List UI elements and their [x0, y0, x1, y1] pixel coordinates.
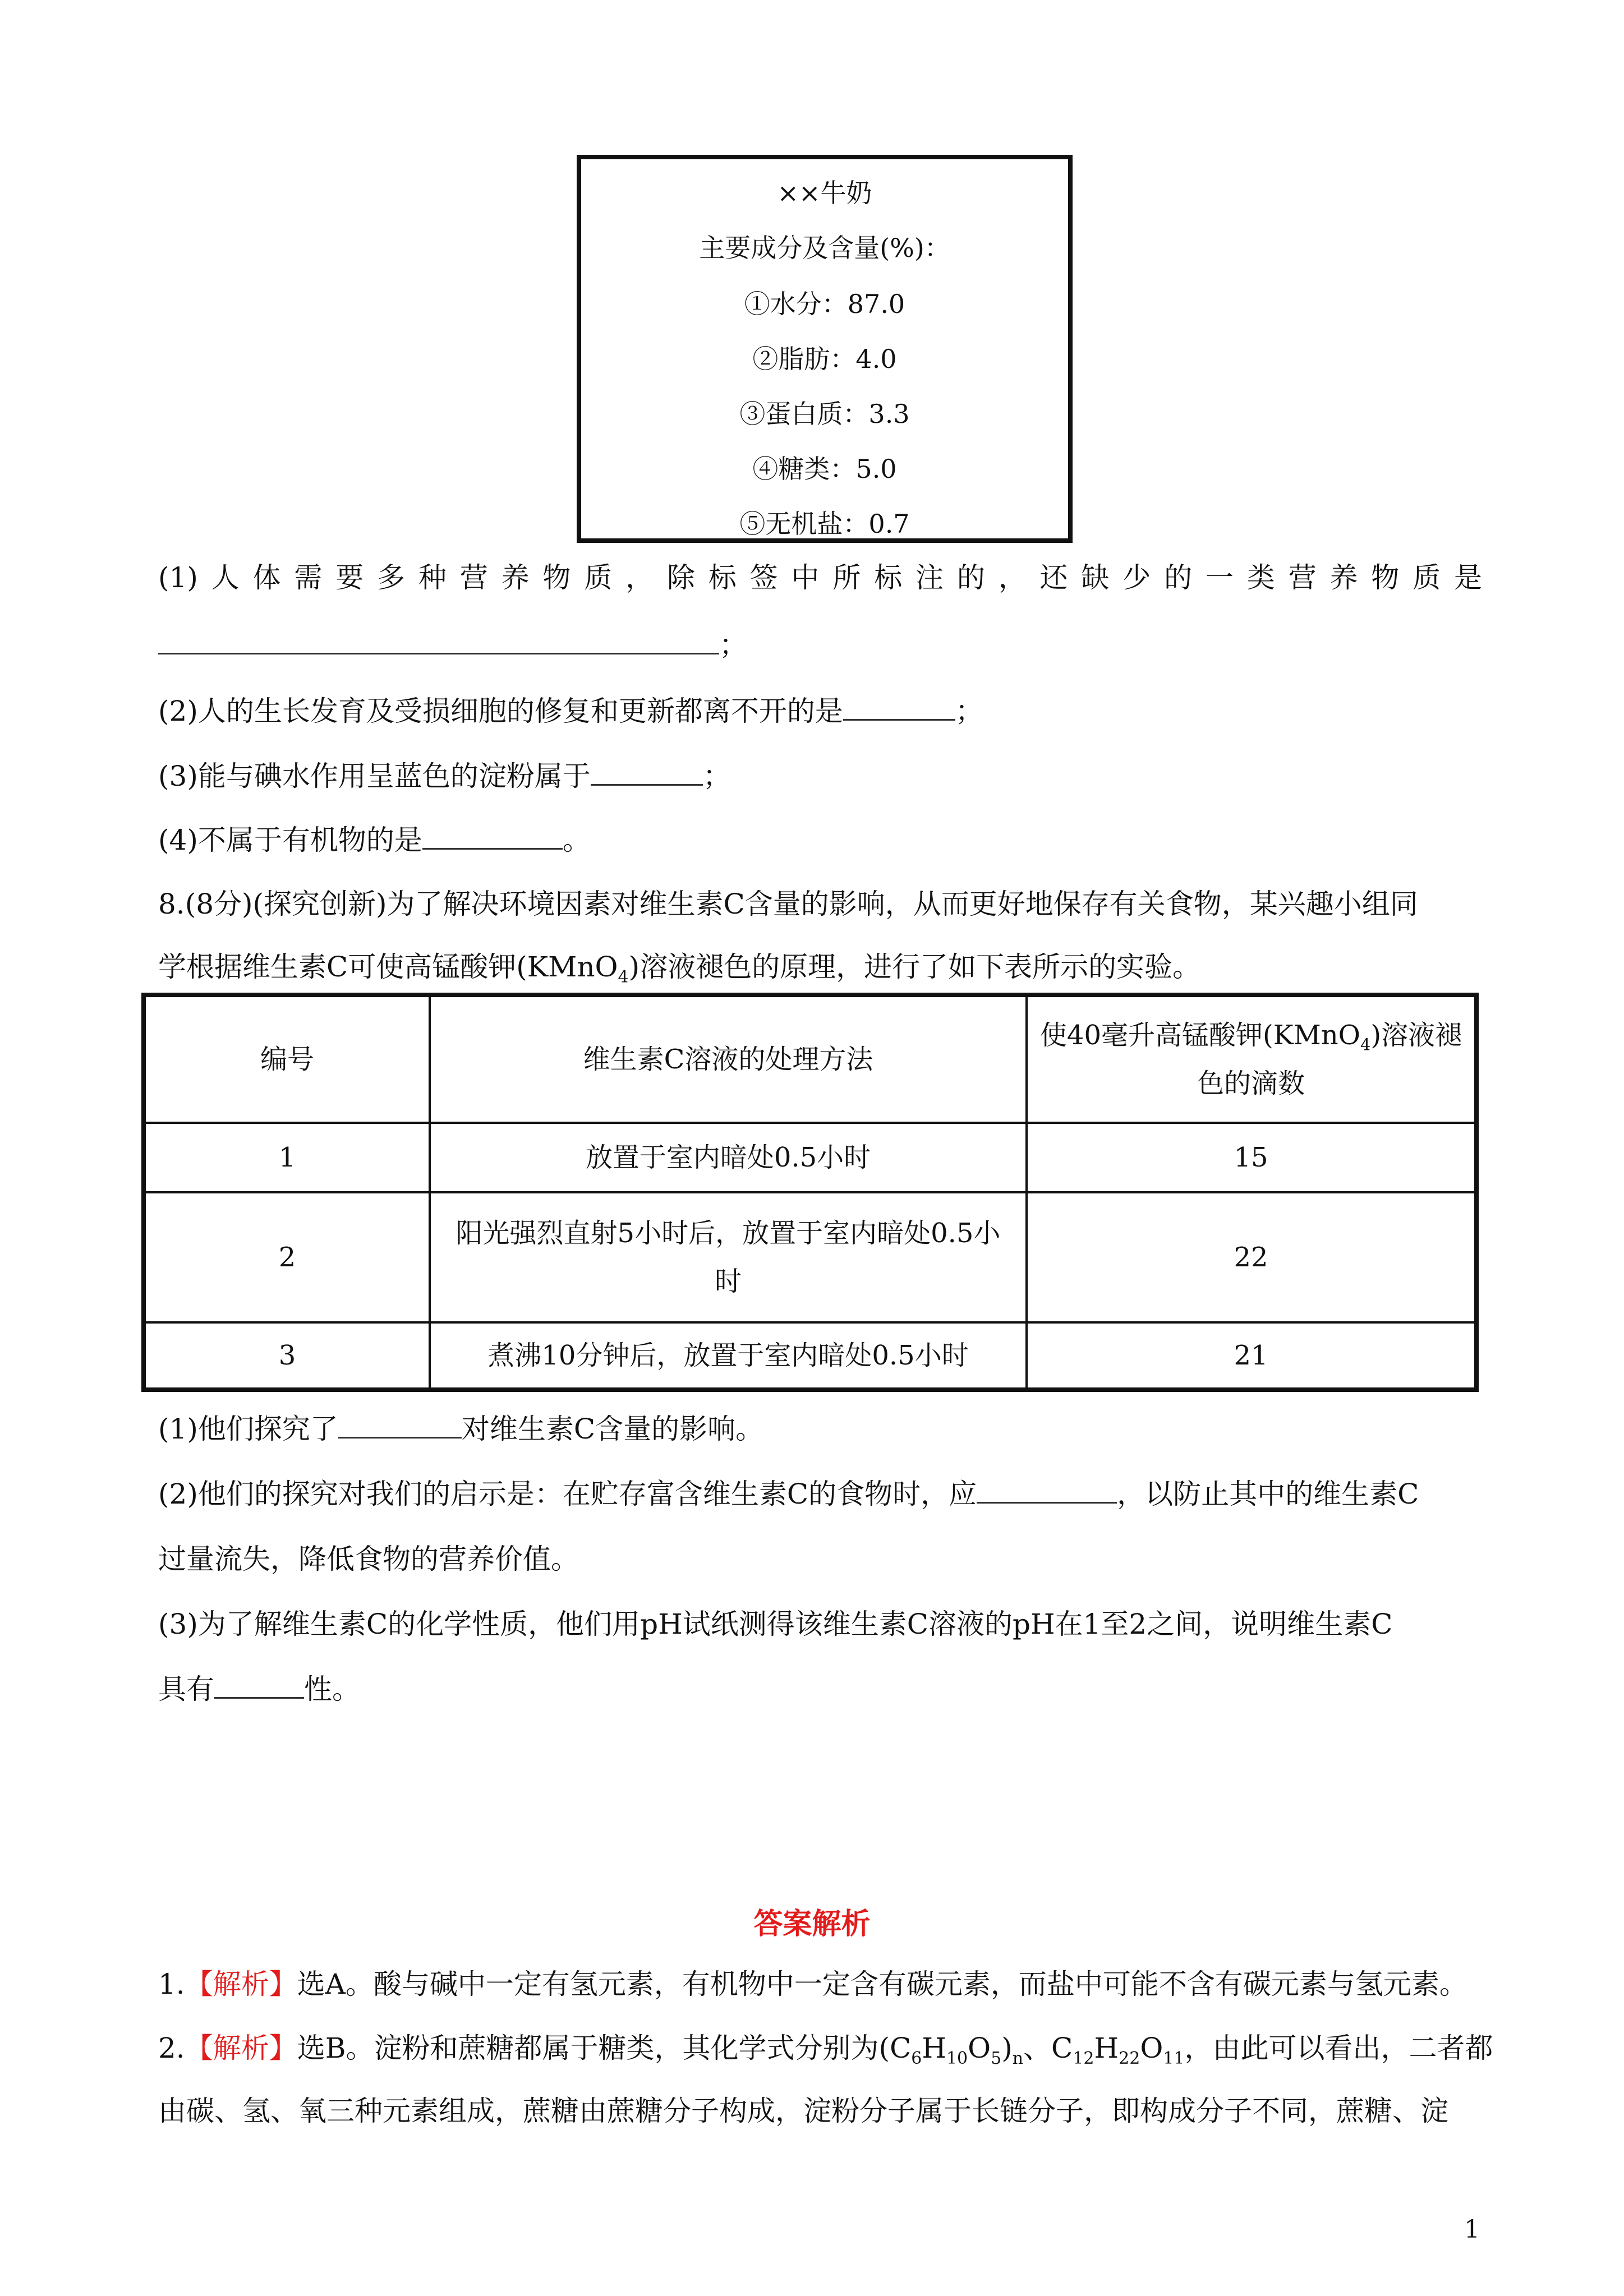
milk-label-item: ③蛋白质：3.3: [739, 399, 910, 429]
answer-blank[interactable]: [977, 1474, 1117, 1504]
question-text: (2)他们的探究对我们的启示是：在贮存富含维生素C的食物时，应: [158, 1478, 977, 1510]
milk-label-item: ①水分：87.0: [744, 289, 905, 319]
answer-2-cont: 由碳、氢、氧三种元素组成，蔗糖由蔗糖分子构成，淀粉分子属于长链分子，即构成分子不同，蔗糖、淀: [158, 2095, 1448, 2127]
milk-label-item: ④糖类：5.0: [752, 454, 897, 484]
cell-method: 阳光强烈直射5小时后，放置于室内暗处0.5小时: [430, 1192, 1027, 1322]
subscript: 4: [618, 967, 629, 987]
text: 学根据维生素C可使高锰酸钾(KMnO: [158, 951, 618, 983]
text: )溶液褪色的原理，进行了如下表所示的实验。: [628, 951, 1201, 983]
text: O: [1140, 2032, 1163, 2064]
table-row: [144, 1322, 1476, 1390]
header-cell-method: 维生素C溶液的处理方法: [430, 995, 1027, 1123]
milk-label-box: [577, 155, 1073, 543]
subscript: 6: [911, 2049, 922, 2068]
text: ): [1001, 2032, 1013, 2064]
milk-label-subtitle: 主要成分及含量(%)：: [699, 233, 950, 263]
cell-id: 1: [144, 1123, 430, 1192]
cell-id: 2: [144, 1192, 430, 1322]
q7-part2: [158, 689, 983, 729]
subscript: 4: [1360, 1035, 1371, 1054]
question-text: 具有: [158, 1673, 214, 1705]
subscript: 10: [946, 2049, 968, 2068]
answer-blank[interactable]: [338, 1409, 462, 1439]
q8-part1: [158, 1407, 763, 1447]
question-text: 对维生素C含量的影响。: [461, 1413, 764, 1445]
table-header-row: [144, 995, 1476, 1123]
analysis-tag: 【解析】: [185, 2032, 297, 2064]
q7-part1: (1)人体需要多种营养物质，除标签中所标注的，还缺少的一类营养物质是: [158, 561, 1482, 594]
question-text: (1)他们探究了: [158, 1413, 338, 1445]
answer-text: ，由此可以看出，二者都: [1184, 2032, 1493, 2064]
milk-label-title: ××牛奶: [777, 178, 872, 208]
q8-part2: [158, 1472, 1419, 1512]
answer-blank[interactable]: [843, 691, 955, 721]
punctuation: 。: [562, 824, 591, 856]
answer-number: 1.: [158, 1968, 185, 2000]
text: )溶液褪色的滴数: [1197, 1019, 1462, 1100]
q8-part3: (3)为了解维生素C的化学性质，他们用pH试纸测得该维生素C溶液的pH在1至2之间，说明维生素C: [158, 1608, 1393, 1640]
milk-label-item: ②脂肪：4.0: [752, 344, 897, 374]
text: 使40毫升高锰酸钾(KMnO: [1039, 1019, 1361, 1051]
cell-method: 放置于室内暗处0.5小时: [430, 1123, 1027, 1192]
q8-intro-line2: [158, 944, 1200, 987]
answer-2: [158, 2026, 1493, 2068]
answer-text: 选A。酸与碱中一定有氢元素，有机物中一定含有碳元素，而盐中可能不含有碳元素与氢元素。: [297, 1968, 1467, 2000]
cell-drops: 21: [1027, 1322, 1476, 1390]
milk-label-item: ⑤无机盐：0.7: [739, 509, 910, 539]
text: H: [922, 2032, 946, 2064]
cell-id: 3: [144, 1322, 430, 1390]
text: O: [968, 2032, 991, 2064]
subscript: 11: [1163, 2049, 1185, 2068]
answer-blank[interactable]: [158, 625, 719, 654]
subscript: 22: [1119, 2049, 1140, 2068]
answer-1: [158, 1962, 1467, 2002]
question-text: (3)能与碘水作用呈蓝色的淀粉属于: [158, 760, 591, 792]
answer-text: 选B。淀粉和蔗糖都属于糖类，其化学式分别为(C: [297, 2032, 912, 2064]
table-row: [144, 1192, 1476, 1322]
subscript: 12: [1073, 2049, 1094, 2068]
q8-intro-line1: 8.(8分)(探究创新)为了解决环境因素对维生素C含量的影响，从而更好地保存有关食物，某兴趣小组同: [158, 888, 1418, 920]
q8-part2-cont: 过量流失，降低食物的营养价值。: [158, 1543, 579, 1575]
q8-part3-cont: [158, 1667, 360, 1707]
page-number: 1: [1464, 2215, 1480, 2244]
answer-blank[interactable]: [214, 1669, 304, 1699]
question-text: (4)不属于有机物的是: [158, 824, 422, 856]
q7-part3: [158, 754, 731, 794]
punctuation: ；: [955, 695, 983, 727]
answer-number: 2.: [158, 2032, 185, 2064]
cell-drops: 15: [1027, 1123, 1476, 1192]
answer-blank[interactable]: [422, 820, 563, 850]
answers-title: 答案解析: [753, 1907, 871, 1941]
cell-method: 煮沸10分钟后，放置于室内暗处0.5小时: [430, 1322, 1027, 1390]
subscript: 5: [991, 2049, 1002, 2068]
cell-drops: 22: [1027, 1192, 1476, 1322]
question-text: ，以防止其中的维生素C: [1117, 1478, 1419, 1510]
text: H: [1094, 2032, 1119, 2064]
q7-part1-blank-line: [158, 623, 747, 663]
table-row: [144, 1123, 1476, 1192]
question-text: (2)人的生长发育及受损细胞的修复和更新都离不开的是: [158, 695, 843, 727]
answer-blank[interactable]: [591, 756, 703, 786]
header-cell-drops: [1027, 995, 1476, 1123]
analysis-tag: 【解析】: [185, 1968, 297, 2000]
punctuation: ；: [719, 629, 747, 661]
text: 、C: [1023, 2032, 1073, 2064]
question-text: 性。: [304, 1673, 360, 1705]
punctuation: ；: [702, 760, 731, 792]
experiment-table: [141, 993, 1479, 1392]
q7-part4: [158, 818, 591, 858]
subscript: n: [1012, 2049, 1024, 2068]
header-cell-id: 编号: [144, 995, 430, 1123]
